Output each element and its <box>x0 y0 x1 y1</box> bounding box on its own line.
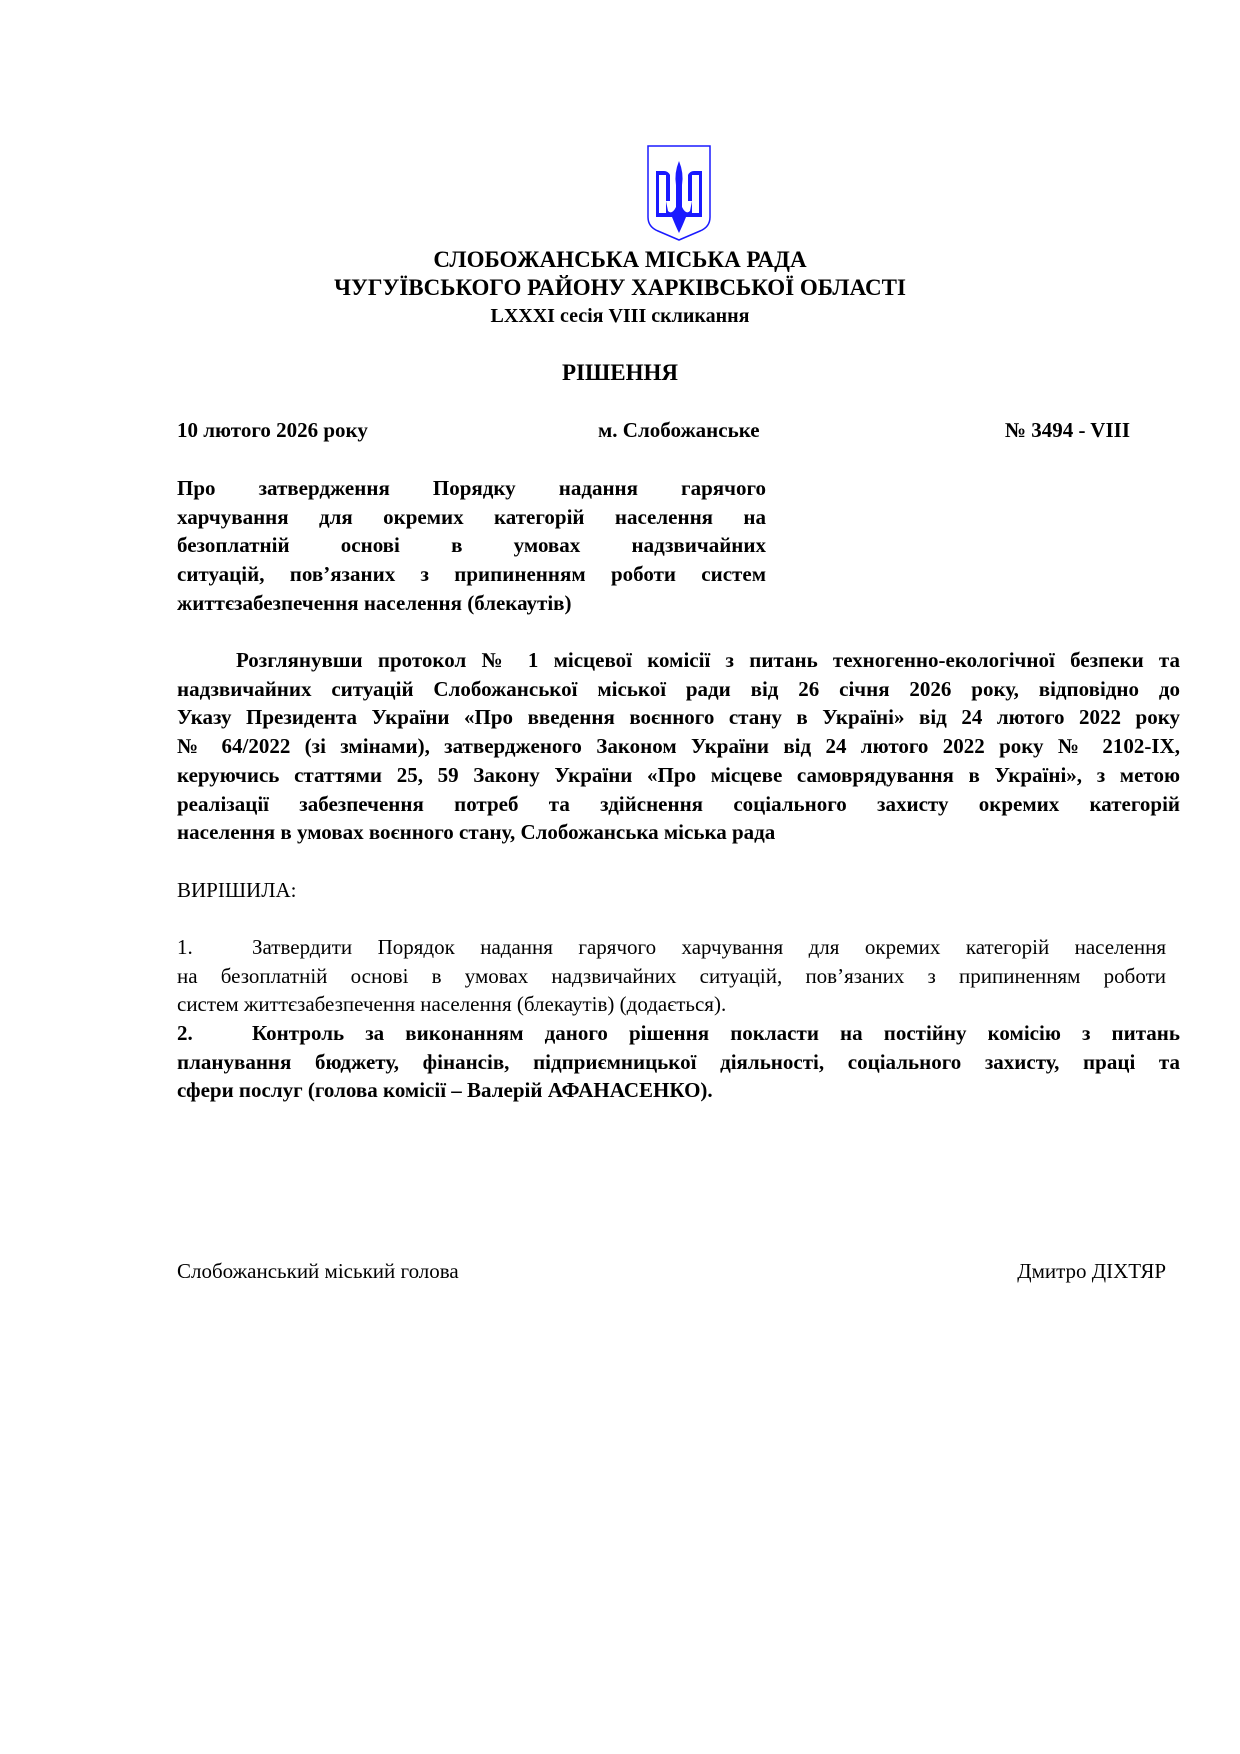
item-number: 1. <box>177 935 193 959</box>
subject-line: життєзабезпечення населення (блекаутів) <box>177 590 572 615</box>
subject-line: харчування для окремих категорій населення на <box>177 504 766 529</box>
decision-item-2 <box>177 1019 1180 1105</box>
decision-place: м. Слобожанське <box>598 418 760 442</box>
preamble-line: населення в умовах воєнного стану, Слобожанська міська рада <box>177 820 776 845</box>
preamble-line: реалізації забезпечення потреб та здійснення соціального захисту окремих категорій <box>177 791 1180 816</box>
item-line: на безоплатній основі в умовах надзвичайних ситуацій, пов’язаних з припиненням роботи <box>177 963 1166 988</box>
subject-line: Про затвердження Порядку надання гарячого <box>177 476 766 500</box>
item-number: 2. <box>177 1021 193 1045</box>
decision-item-1 <box>177 933 1166 1019</box>
decision-number: № 3494 - VIII <box>1004 418 1130 442</box>
decision-subject <box>177 474 766 618</box>
council-name: СЛОБОЖАНСЬКА МІСЬКА РАДА <box>433 247 807 272</box>
preamble-paragraph <box>177 646 1180 847</box>
item-line: Затвердити Порядок надання гарячого харчування для окремих категорій населення <box>252 935 1166 959</box>
council-region: ЧУГУЇВСЬКОГО РАЙОНУ ХАРКІВСЬКОЇ ОБЛАСТІ <box>334 275 906 300</box>
signature-name: Дмитро ДІХТЯР <box>1017 1259 1166 1283</box>
preamble-line: керуючись статтями 25, 59 Закону України «Про місцеве самоврядування в Україні», з метою <box>177 762 1180 787</box>
item-line: сфери послуг (голова комісії – Валерій АФАНАСЕНКО). <box>177 1078 713 1103</box>
item-line: систем життєзабезпечення населення (блекаутів) (додається). <box>177 992 727 1017</box>
signature-position: Слобожанський міський голова <box>177 1259 459 1283</box>
coat-of-arms-emblem <box>646 145 712 241</box>
document-type: РІШЕННЯ <box>562 360 678 385</box>
subject-line: ситуацій, пов’язаних з припиненням роботи систем <box>177 562 766 587</box>
item-line: Контроль за виконанням даного рішення покласти на постійну комісію з питань <box>252 1021 1180 1045</box>
decision-date: 10 лютого 2026 року <box>177 418 368 442</box>
session-info: LXXXI сесія VIII скликання <box>490 305 750 327</box>
preamble-line: № 64/2022 (зі змінами), затвердженого Законом України від 24 лютого 2022 року № 2102-IX, <box>177 734 1180 759</box>
preamble-line: Указу Президента України «Про введення воєнного стану в Україні» від 24 лютого 2022 року <box>177 705 1180 730</box>
preamble-line: Розглянувши протокол № 1 місцевої комісії з питань техногенно-екологічної безпеки та <box>236 648 1180 672</box>
subject-line: безоплатній основі в умовах надзвичайних <box>177 533 766 558</box>
item-line: планування бюджету, фінансів, підприємницької діяльності, соціального захисту, праці та <box>177 1049 1180 1074</box>
preamble-line: надзвичайних ситуацій Слобожанської міської ради від 26 січня 2026 року, відповідно до <box>177 676 1180 701</box>
resolved-label: ВИРІШИЛА: <box>177 878 297 902</box>
